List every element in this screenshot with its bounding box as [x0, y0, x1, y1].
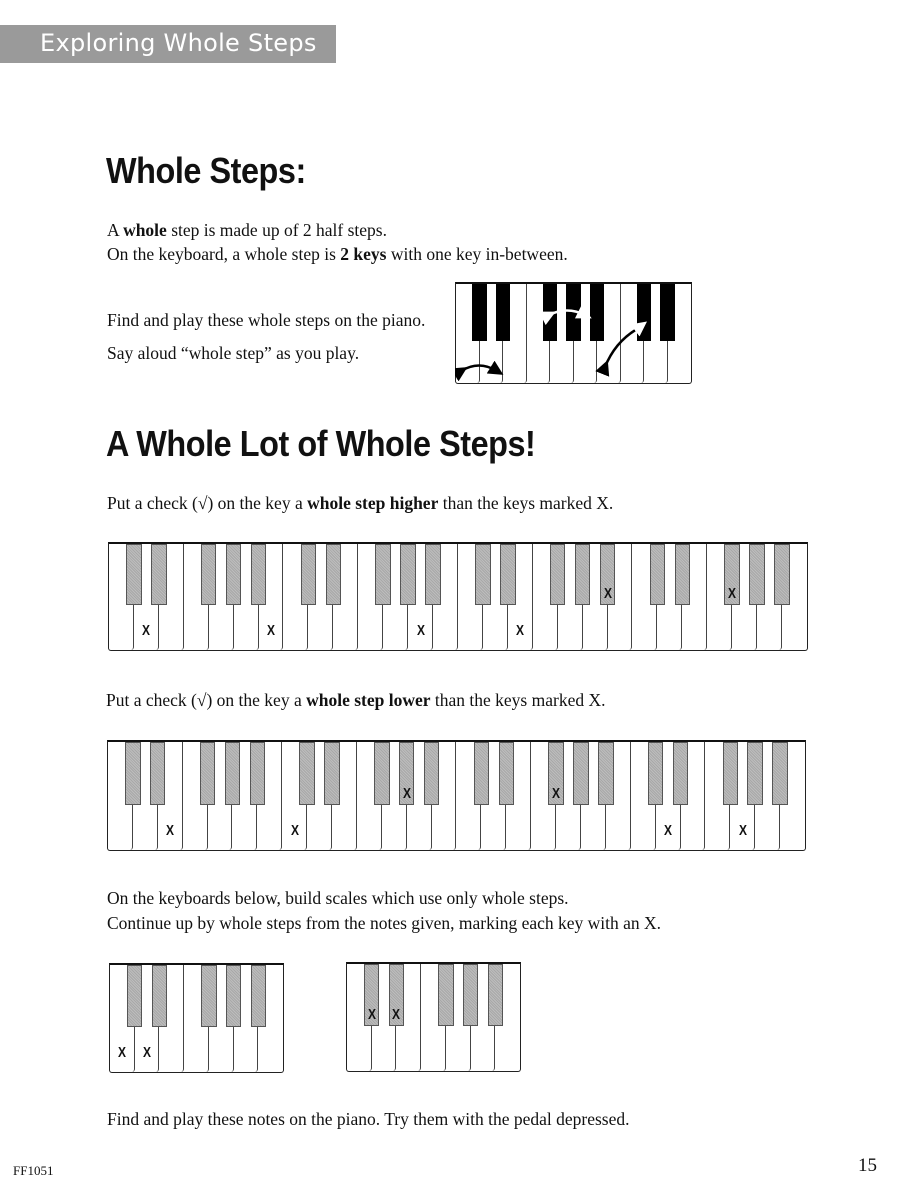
x-mark: X — [267, 622, 276, 640]
instruction-lower: Put a check (√) on the key a whole step lower than the keys marked X. — [106, 690, 606, 710]
black-key[interactable] — [125, 742, 140, 805]
x-mark: X — [367, 1006, 376, 1024]
x-mark: X — [166, 821, 175, 839]
black-key[interactable] — [772, 742, 787, 805]
black-key[interactable] — [226, 544, 241, 605]
black-key[interactable] — [488, 964, 503, 1026]
keyboard-whole-step-higher[interactable] — [108, 542, 808, 651]
keyboard-whole-step-lower[interactable] — [107, 740, 806, 851]
black-key[interactable] — [598, 742, 613, 805]
section-banner — [0, 25, 336, 63]
black-key[interactable] — [749, 544, 764, 605]
black-key[interactable] — [326, 544, 341, 605]
black-key[interactable] — [573, 742, 588, 805]
black-key[interactable] — [500, 544, 515, 605]
heading-whole-steps: Whole Steps: — [106, 150, 306, 191]
black-key[interactable] — [299, 742, 314, 805]
black-key[interactable] — [151, 544, 166, 605]
x-mark: X — [738, 821, 747, 839]
x-mark: X — [603, 585, 612, 603]
black-key[interactable] — [499, 742, 514, 805]
keyboard-scale-2[interactable] — [346, 962, 521, 1072]
x-mark: X — [728, 585, 737, 603]
x-mark: X — [118, 1044, 127, 1062]
banner-title: Exploring Whole Steps — [40, 29, 317, 57]
book-code: FF1051 — [13, 1163, 54, 1178]
black-key[interactable] — [550, 544, 565, 605]
black-key[interactable] — [673, 742, 688, 805]
black-key[interactable] — [126, 544, 141, 605]
black-key[interactable] — [648, 742, 663, 805]
black-key[interactable] — [251, 965, 266, 1027]
black-key[interactable] — [747, 742, 762, 805]
black-key[interactable] — [425, 544, 440, 605]
page-number: 15 — [858, 1155, 877, 1176]
x-mark: X — [664, 821, 673, 839]
black-key[interactable] — [575, 544, 590, 605]
black-key[interactable] — [301, 544, 316, 605]
black-key[interactable] — [201, 544, 216, 605]
closing-instruction: Find and play these notes on the piano. Try them with the pedal depressed. — [107, 1109, 630, 1129]
black-key[interactable] — [250, 742, 265, 805]
black-key[interactable] — [150, 742, 165, 805]
black-key[interactable] — [400, 544, 415, 605]
black-key[interactable] — [226, 965, 241, 1027]
definition-line-2: On the keyboard, a whole step is 2 keys with one key in-between. — [107, 244, 568, 264]
black-key[interactable] — [650, 544, 665, 605]
say-instruction: Say aloud “whole step” as you play. — [107, 343, 360, 363]
black-key[interactable] — [438, 964, 453, 1026]
black-key[interactable] — [152, 965, 167, 1027]
black-key[interactable] — [374, 742, 389, 805]
black-key[interactable] — [201, 965, 216, 1027]
find-instruction: Find and play these whole steps on the piano. — [107, 310, 426, 330]
black-key[interactable] — [225, 742, 240, 805]
black-key[interactable] — [463, 964, 478, 1026]
black-key[interactable] — [424, 742, 439, 805]
black-key[interactable] — [774, 544, 789, 605]
black-key[interactable] — [200, 742, 215, 805]
black-key[interactable] — [324, 742, 339, 805]
x-mark: X — [392, 1006, 401, 1024]
x-mark: X — [402, 784, 411, 802]
scales-instruction-1: On the keyboards below, build scales which use only whole steps. — [107, 888, 569, 908]
x-mark: X — [142, 622, 151, 640]
x-mark: X — [290, 821, 299, 839]
black-key[interactable] — [375, 544, 390, 605]
black-key[interactable] — [675, 544, 690, 605]
x-mark: X — [143, 1044, 152, 1062]
keyboard-scale-1[interactable] — [109, 963, 284, 1073]
x-mark: X — [416, 622, 425, 640]
black-key[interactable] — [251, 544, 266, 605]
x-mark: X — [552, 784, 561, 802]
whole-step-arrows-icon — [455, 282, 692, 384]
black-key[interactable] — [475, 544, 490, 605]
black-key[interactable] — [723, 742, 738, 805]
instruction-higher: Put a check (√) on the key a whole step higher than the keys marked X. — [107, 493, 614, 513]
definition-line-1: A whole step is made up of 2 half steps. — [107, 220, 387, 240]
black-key[interactable] — [127, 965, 142, 1027]
x-mark: X — [516, 622, 525, 640]
black-key[interactable] — [474, 742, 489, 805]
heading-whole-lot: A Whole Lot of Whole Steps! — [106, 423, 536, 464]
scales-instruction-2: Continue up by whole steps from the notes given, marking each key with an X. — [107, 913, 662, 933]
